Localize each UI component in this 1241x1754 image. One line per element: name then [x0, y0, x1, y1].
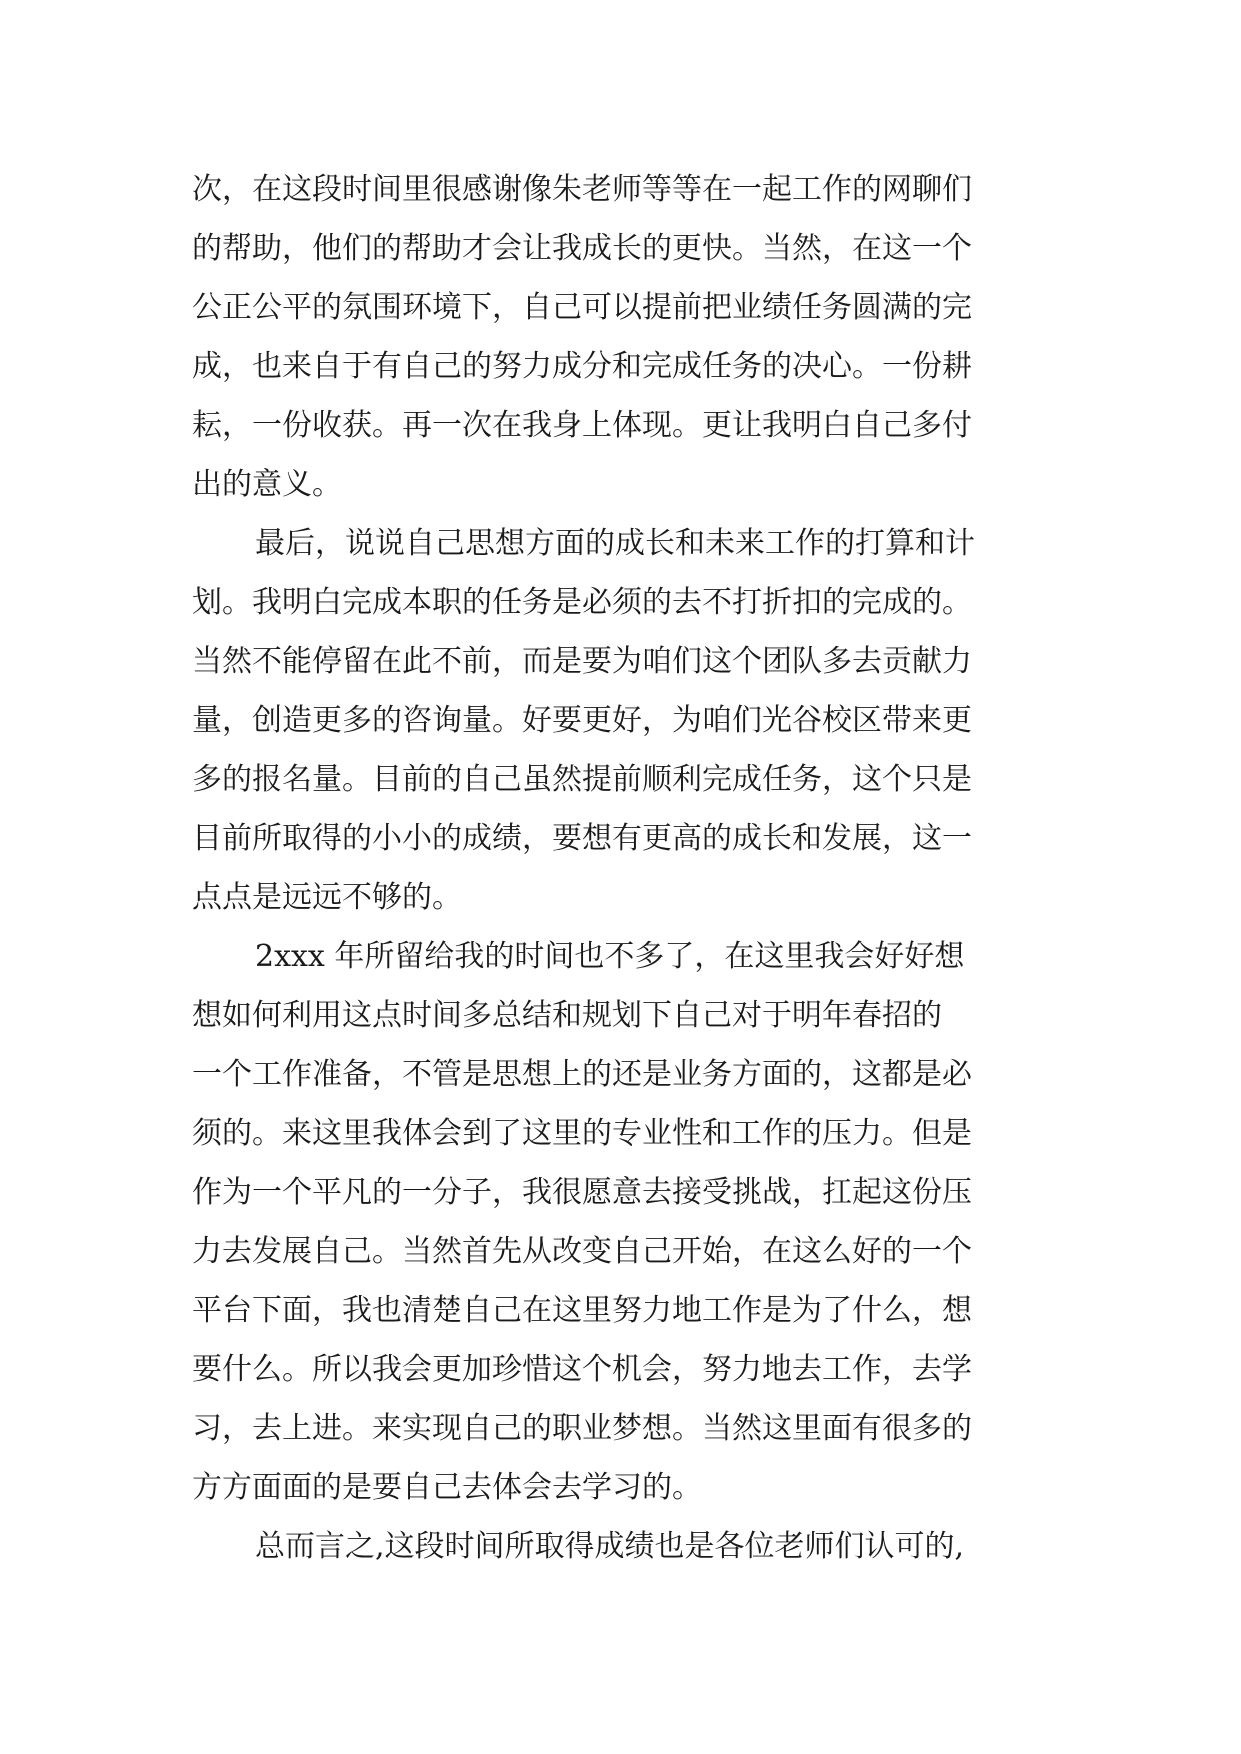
- text-line: 想如何利用这点时间多总结和规划下自己对于明年春招的: [192, 998, 942, 1033]
- text-line: 作为一个平凡的一分子，我很愿意去接受挑战，扛起这份压: [192, 1175, 972, 1210]
- text-line: 习，去上进。来实现自己的职业梦想。当然这里面有很多的: [192, 1411, 972, 1446]
- text-line: 的帮助，他们的帮助才会让我成长的更快。当然，在这一个: [192, 231, 972, 266]
- text-line: 2xxx 年所留给我的时间也不多了，在这里我会好好想: [255, 939, 965, 974]
- text-line: 次，在这段时间里很感谢像朱老师等等在一起工作的网聊们: [192, 172, 972, 207]
- text-line: 多的报名量。目前的自己虽然提前顺利完成任务，这个只是: [192, 762, 972, 797]
- text-line: 总而言之,这段时间所取得成绩也是各位老师们认可的,: [255, 1529, 965, 1564]
- text-line: 平台下面，我也清楚自己在这里努力地工作是为了什么，想: [192, 1293, 972, 1328]
- text-line: 划。我明白完成本职的任务是必须的去不打折扣的完成的。: [192, 585, 972, 620]
- text-line: 最后，说说自己思想方面的成长和未来工作的打算和计: [255, 526, 975, 561]
- text-line: 目前所取得的小小的成绩，要想有更高的成长和发展，这一: [192, 821, 972, 856]
- paragraph: [192, 514, 1092, 927]
- text-line: 方方面面的是要自己去体会去学习的。: [192, 1470, 702, 1505]
- paragraph: [192, 927, 1092, 1517]
- text-line: 要什么。所以我会更加珍惜这个机会，努力地去工作，去学: [192, 1352, 972, 1387]
- paragraph: [192, 1517, 1092, 1576]
- text-line: 耘，一份收获。再一次在我身上体现。更让我明白自己多付: [192, 408, 972, 443]
- text-line: 量，创造更多的咨询量。好要更好，为咱们光谷校区带来更: [192, 703, 972, 738]
- text-line: 一个工作准备，不管是思想上的还是业务方面的，这都是必: [192, 1057, 972, 1092]
- text-line: 公正公平的氛围环境下，自己可以提前把业绩任务圆满的完: [192, 290, 972, 325]
- document-body: [192, 160, 1092, 1576]
- text-line: 当然不能停留在此不前，而是要为咱们这个团队多去贡献力: [192, 644, 972, 679]
- text-line: 成，也来自于有自己的努力成分和完成任务的决心。一份耕: [192, 349, 972, 384]
- text-line: 力去发展自己。当然首先从改变自己开始，在这么好的一个: [192, 1234, 972, 1269]
- text-line: 出的意义。: [192, 467, 342, 502]
- paragraph: [192, 160, 1092, 514]
- text-line: 点点是远远不够的。: [192, 880, 462, 915]
- text-line: 须的。来这里我体会到了这里的专业性和工作的压力。但是: [192, 1116, 972, 1151]
